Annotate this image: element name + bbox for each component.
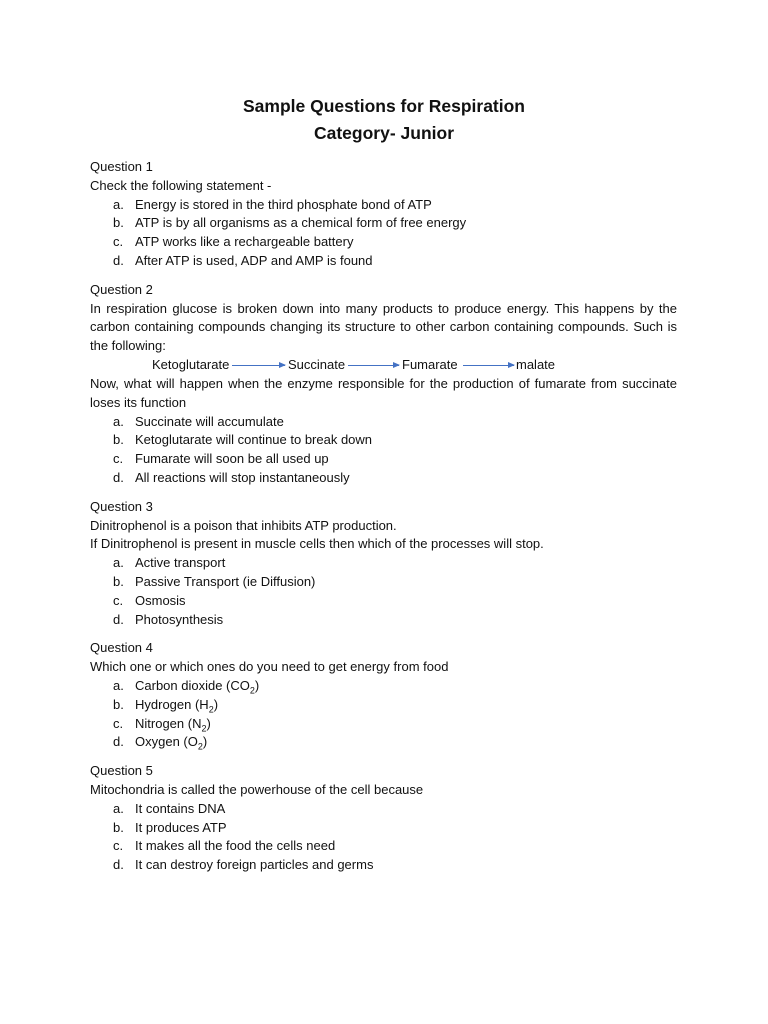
option-letter: d. — [113, 734, 124, 750]
option-text: Passive Transport (ie Diffusion) — [135, 573, 316, 589]
option-letter: a. — [113, 677, 124, 693]
option-letter: a. — [113, 196, 124, 212]
answer-option — [90, 214, 677, 233]
option-letter: b. — [113, 432, 124, 448]
question-heading: Question 3 — [90, 498, 153, 514]
question-text: Check the following statement - — [90, 177, 272, 193]
option-text: Fumarate will soon be all used up — [135, 451, 329, 467]
option-text: All reactions will stop instantaneously — [135, 469, 350, 485]
answer-options — [90, 554, 677, 629]
option-text: Osmosis — [135, 592, 186, 608]
document-subtitle: Category- Junior — [313, 123, 455, 143]
reaction-compound: Fumarate — [402, 356, 458, 372]
arrow-right-icon — [348, 365, 399, 366]
answer-option — [90, 800, 677, 819]
question-heading: Question 1 — [90, 159, 153, 174]
option-text — [135, 696, 677, 715]
option-text: ATP works like a rechargeable battery — [135, 234, 354, 250]
option-letter: c. — [113, 234, 124, 250]
option-letter: a. — [113, 555, 124, 571]
answer-option — [90, 696, 677, 715]
option-letter: c. — [113, 715, 124, 731]
option-letter: d. — [113, 857, 124, 873]
questions-content — [90, 158, 677, 885]
title-block — [0, 93, 768, 147]
option-text: It makes all the food the cells need — [135, 838, 336, 854]
option-text-main: Oxygen (O — [135, 734, 198, 750]
option-text: After ATP is used, ADP and AMP is found — [135, 252, 373, 268]
reaction-compound: Succinate — [288, 356, 346, 372]
answer-option — [90, 431, 677, 450]
option-letter: b. — [113, 215, 124, 231]
option-letter: d. — [113, 252, 124, 268]
option-letter: b. — [113, 573, 124, 589]
option-letter: a. — [113, 413, 124, 429]
option-text: It contains DNA — [135, 800, 226, 816]
option-text: Photosynthesis — [135, 611, 224, 627]
option-text: Active transport — [135, 555, 226, 571]
reaction-compound: Ketoglutarate — [152, 356, 230, 372]
option-text — [135, 677, 677, 696]
answer-option — [90, 592, 677, 611]
answer-option — [90, 856, 677, 875]
question-heading: Question 5 — [90, 763, 153, 779]
option-text: Energy is stored in the third phosphate bond of ATP — [135, 196, 432, 212]
option-text-end: ) — [213, 696, 219, 712]
answer-option — [90, 611, 677, 630]
question-text-2: If Dinitrophenol is present in muscle cells then which of the processes will stop. — [90, 536, 544, 552]
answer-options — [90, 800, 677, 875]
question-heading: Question 4 — [90, 640, 153, 656]
option-letter: b. — [113, 696, 124, 712]
reaction-compound: malate — [516, 356, 556, 372]
question-5 — [90, 762, 677, 875]
reaction-pathway — [90, 356, 677, 375]
option-text: It produces ATP — [135, 819, 227, 835]
question-text: In respiration glucose is broken down into many products to produce energy. This happens by the carbon containing compounds changing its structure to other carbon containing compounds. Such is the following: — [90, 300, 677, 354]
option-text: Succinate will accumulate — [135, 413, 284, 429]
option-text-end: ) — [202, 734, 208, 750]
option-text-main: Carbon dioxide (CO — [135, 677, 250, 693]
option-text-end: ) — [206, 715, 211, 731]
answer-option — [90, 715, 677, 734]
option-text-end: ) — [254, 677, 260, 693]
option-letter: c. — [113, 451, 124, 467]
option-text-main: Hydrogen (H — [135, 696, 209, 712]
arrow-right-icon — [232, 365, 285, 366]
answer-option — [90, 819, 677, 838]
option-text: ATP is by all organisms as a chemical form of free energy — [135, 215, 467, 231]
arrow-right-icon — [463, 365, 514, 366]
answer-option — [90, 573, 677, 592]
option-letter: b. — [113, 819, 124, 835]
answer-option — [90, 554, 677, 573]
answer-option — [90, 469, 677, 488]
answer-options — [90, 196, 677, 271]
question-4 — [90, 639, 677, 752]
question-3 — [90, 498, 677, 630]
subscript: 2 — [208, 704, 214, 715]
answer-option — [90, 196, 677, 215]
subscript: 2 — [197, 741, 203, 752]
question-2 — [90, 281, 677, 488]
option-text — [135, 715, 677, 734]
document-title: Sample Questions for Respiration — [243, 96, 525, 116]
option-letter: a. — [113, 800, 124, 816]
subscript: 2 — [201, 723, 207, 734]
option-text — [135, 733, 677, 752]
question-text: Dinitrophenol is a poison that inhibits ATP production. — [90, 517, 397, 533]
answer-option — [90, 837, 677, 856]
answer-option — [90, 413, 677, 432]
question-1 — [90, 158, 677, 271]
question-text: Mitochondria is called the powerhouse of the cell because — [90, 781, 424, 797]
subscript: 2 — [249, 685, 255, 696]
option-letter: d. — [113, 611, 124, 627]
option-text: It can destroy foreign particles and germs — [135, 857, 374, 873]
question-text: Which one or which ones do you need to get energy from food — [90, 659, 449, 675]
answer-option — [90, 733, 677, 752]
answer-option — [90, 677, 677, 696]
answer-options — [90, 677, 677, 752]
answer-options — [90, 413, 677, 488]
answer-option — [90, 450, 677, 469]
option-letter: c. — [113, 838, 124, 854]
option-text-main: Nitrogen (N — [135, 715, 202, 731]
option-text: Ketoglutarate will continue to break down — [135, 432, 373, 448]
option-letter: d. — [113, 469, 124, 485]
answer-option — [90, 252, 677, 271]
question-heading: Question 2 — [90, 281, 153, 297]
answer-option — [90, 233, 677, 252]
question-text-2: Now, what will happen when the enzyme responsible for the production of fumarate from succinate loses its function — [90, 375, 677, 410]
option-letter: c. — [113, 592, 124, 608]
